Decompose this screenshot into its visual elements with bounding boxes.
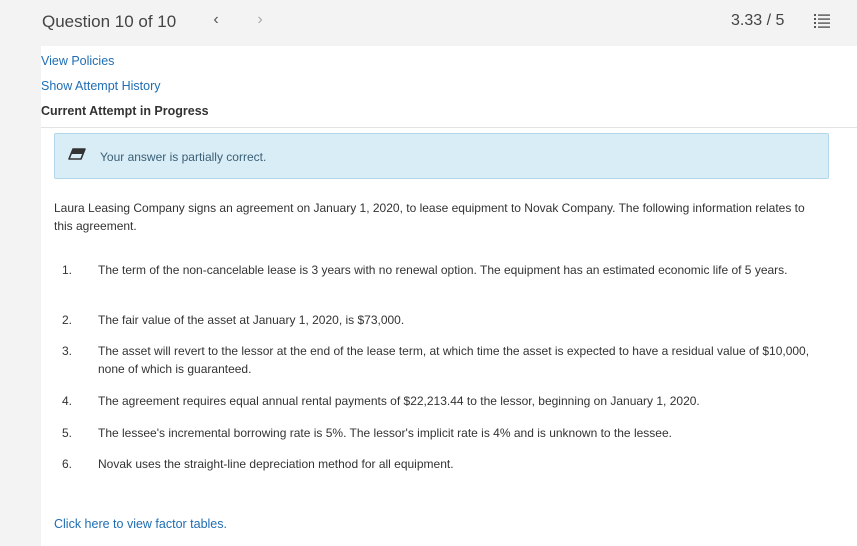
list-item-number: 5. [62,426,73,440]
next-question-button[interactable]: › [257,11,263,28]
feedback-alert [54,133,829,179]
previous-question-button[interactable]: ‹ [213,11,219,28]
list-item-number: 1. [62,263,73,277]
list-item-text: The asset will revert to the lessor at the end of the lease term, at which time the asset is expected to have a residual value of $10,000, none of which is guaranteed. [98,344,810,376]
question-score: 3.33 / 5 [731,12,785,29]
list-item-number: 2. [62,313,73,327]
list-item-text: Novak uses the straight-line depreciation method for all equipment. [98,457,454,471]
factor-tables-link[interactable]: Click here to view factor tables. [54,517,227,531]
list-item-number: 4. [62,394,73,408]
divider [41,127,857,128]
list-item-text: The term of the non-cancelable lease is 3 years with no renewal option. The equipment has an estimated economic life of 5 years. [98,263,788,277]
list-item-number: 3. [62,344,73,358]
question-counter: Question 10 of 10 [42,12,177,31]
question-header [0,0,857,46]
view-policies-link[interactable]: View Policies [41,54,115,68]
feedback-message: Your answer is partially correct. [100,150,267,164]
list-item-text: The agreement requires equal annual rental payments of $22,213.44 to the lessor, beginning on January 1, 2020. [98,394,700,408]
attempt-status: Current Attempt in Progress [41,104,209,118]
list-item-text: The lessee's incremental borrowing rate is 5%. The lessor's implicit rate is 4% and is unknown to the lessee. [98,426,672,440]
list-item-text: The fair value of the asset at January 1, 2020, is $73,000. [98,313,405,327]
question-intro: Laura Leasing Company signs an agreement on January 1, 2020, to lease equipment to Novak Company. The following information relates to this agreement. [54,201,805,233]
eraser-icon [67,147,87,161]
question-list-icon[interactable] [813,12,831,30]
list-item-number: 6. [62,457,73,471]
show-attempt-history-link[interactable]: Show Attempt History [41,79,161,93]
